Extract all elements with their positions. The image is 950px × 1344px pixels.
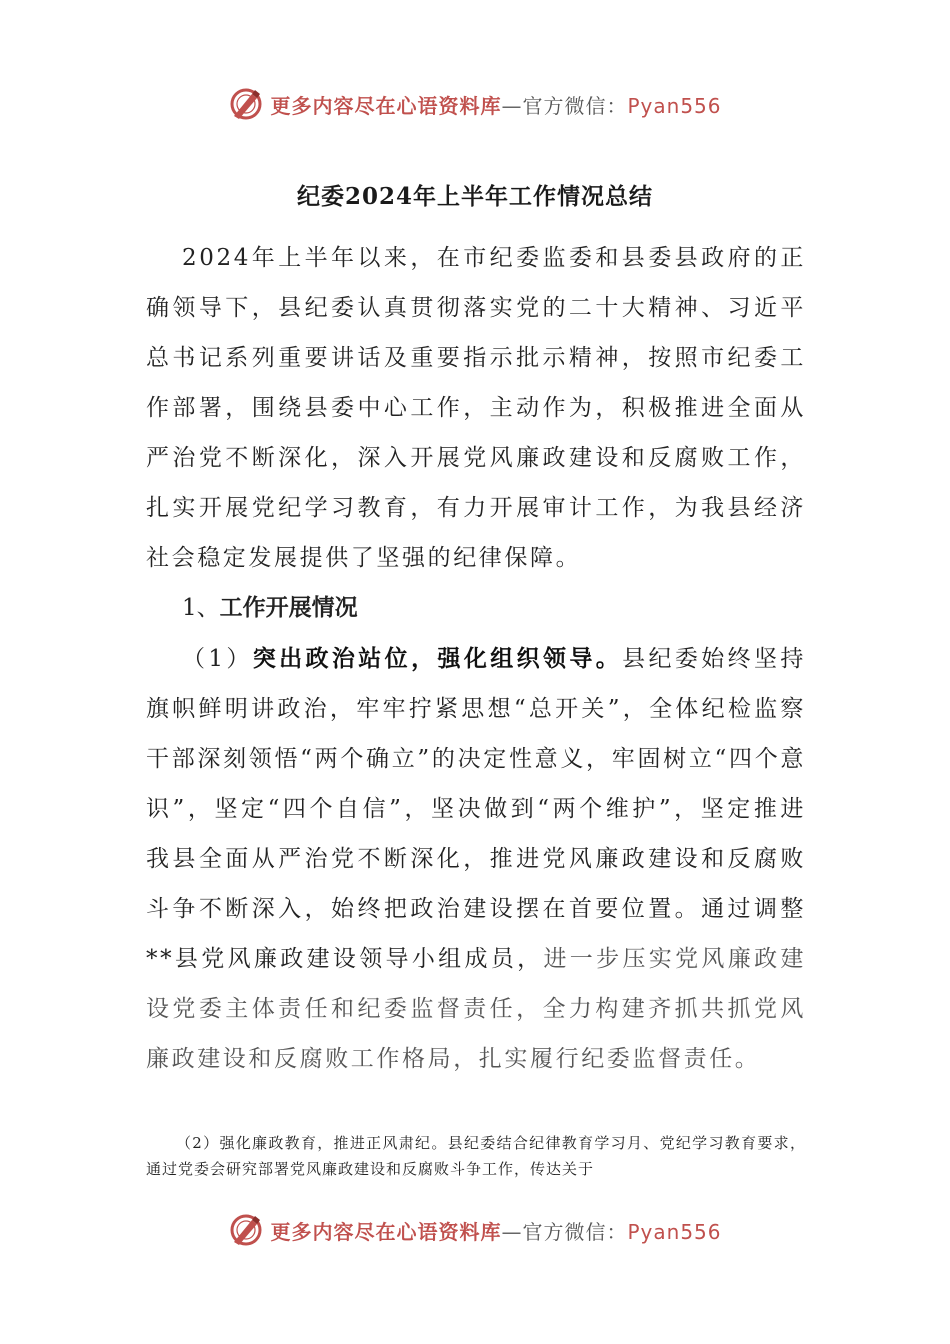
- item1-paragraph: [146, 634, 806, 1084]
- banner-text: [270, 90, 721, 119]
- section-heading-text: 工作开展情况: [219, 594, 358, 621]
- header-banner: [0, 82, 950, 126]
- section-number: 1、: [182, 595, 220, 621]
- banner-dash: —: [501, 1219, 523, 1244]
- banner-main-text: 更多内容尽在心语资料库: [270, 1219, 502, 1244]
- pen-logo-icon: [228, 86, 264, 122]
- banner-wechat-id: Pyan556: [627, 1219, 722, 1244]
- item2-paragraph: （2）强化廉政教育，推进正风肃纪。县纪委结合纪律教育学习月、党纪学习教育要求，通过党委会研究部署党风廉政建设和反腐败斗争工作，传达关于: [146, 1134, 806, 1178]
- document-title: 纪委2024年上半年工作情况总结: [296, 183, 653, 210]
- intro-paragraph: 2024年上半年以来，在市纪委监委和县委县政府的正确领导下，县纪委认真贯彻落实党的二十大精神、习近平总书记系列重要讲话及重要指示批示精神，按照市纪委工作部署，围绕县委中心工作，主动作为，积极推进全面从严治党不断深化，深入开展党风廉政建设和反腐败工作，扎实开展党纪学习教育，有力开展审计工作，为我县经济社会稳定发展提供了坚强的纪律保障。: [146, 245, 806, 571]
- item1-number: （1）: [182, 646, 253, 672]
- banner-dash: —: [501, 93, 523, 118]
- pen-logo-icon: [228, 1212, 264, 1248]
- item1-lead: 突出政治站位，强化组织领导。: [252, 645, 623, 672]
- section-heading: [182, 583, 358, 633]
- banner-wechat-id: Pyan556: [627, 93, 722, 118]
- item1-body: 县纪委始终坚持旗帜鲜明讲政治，牢牢拧紧思想“总开关”，全体纪检监察干部深刻领悟“两个确立”的决定性意义，牢固树立“四个意识”，坚定“四个自信”，坚决做到“两个维护”，坚定推进我县全面从严治党不断深化，推进党风廉政建设和反腐败斗争不断深入，始终把政治建设摆在首要位置。通过调整**县党风廉政建设领导小组成员，: [146, 646, 806, 972]
- item1-faded-text: 进一步压实党风廉政建设党委主体责任和纪委监督责任，全力构建齐抓共抓党风廉政建设和反腐败工作格局，扎实履行纪委监督责任。: [146, 946, 807, 1072]
- footer-banner: [0, 1208, 950, 1252]
- banner-official-label: 官方微信：: [522, 93, 628, 118]
- banner-official-label: 官方微信：: [522, 1219, 628, 1244]
- banner-text: [270, 1216, 721, 1245]
- banner-main-text: 更多内容尽在心语资料库: [270, 93, 502, 118]
